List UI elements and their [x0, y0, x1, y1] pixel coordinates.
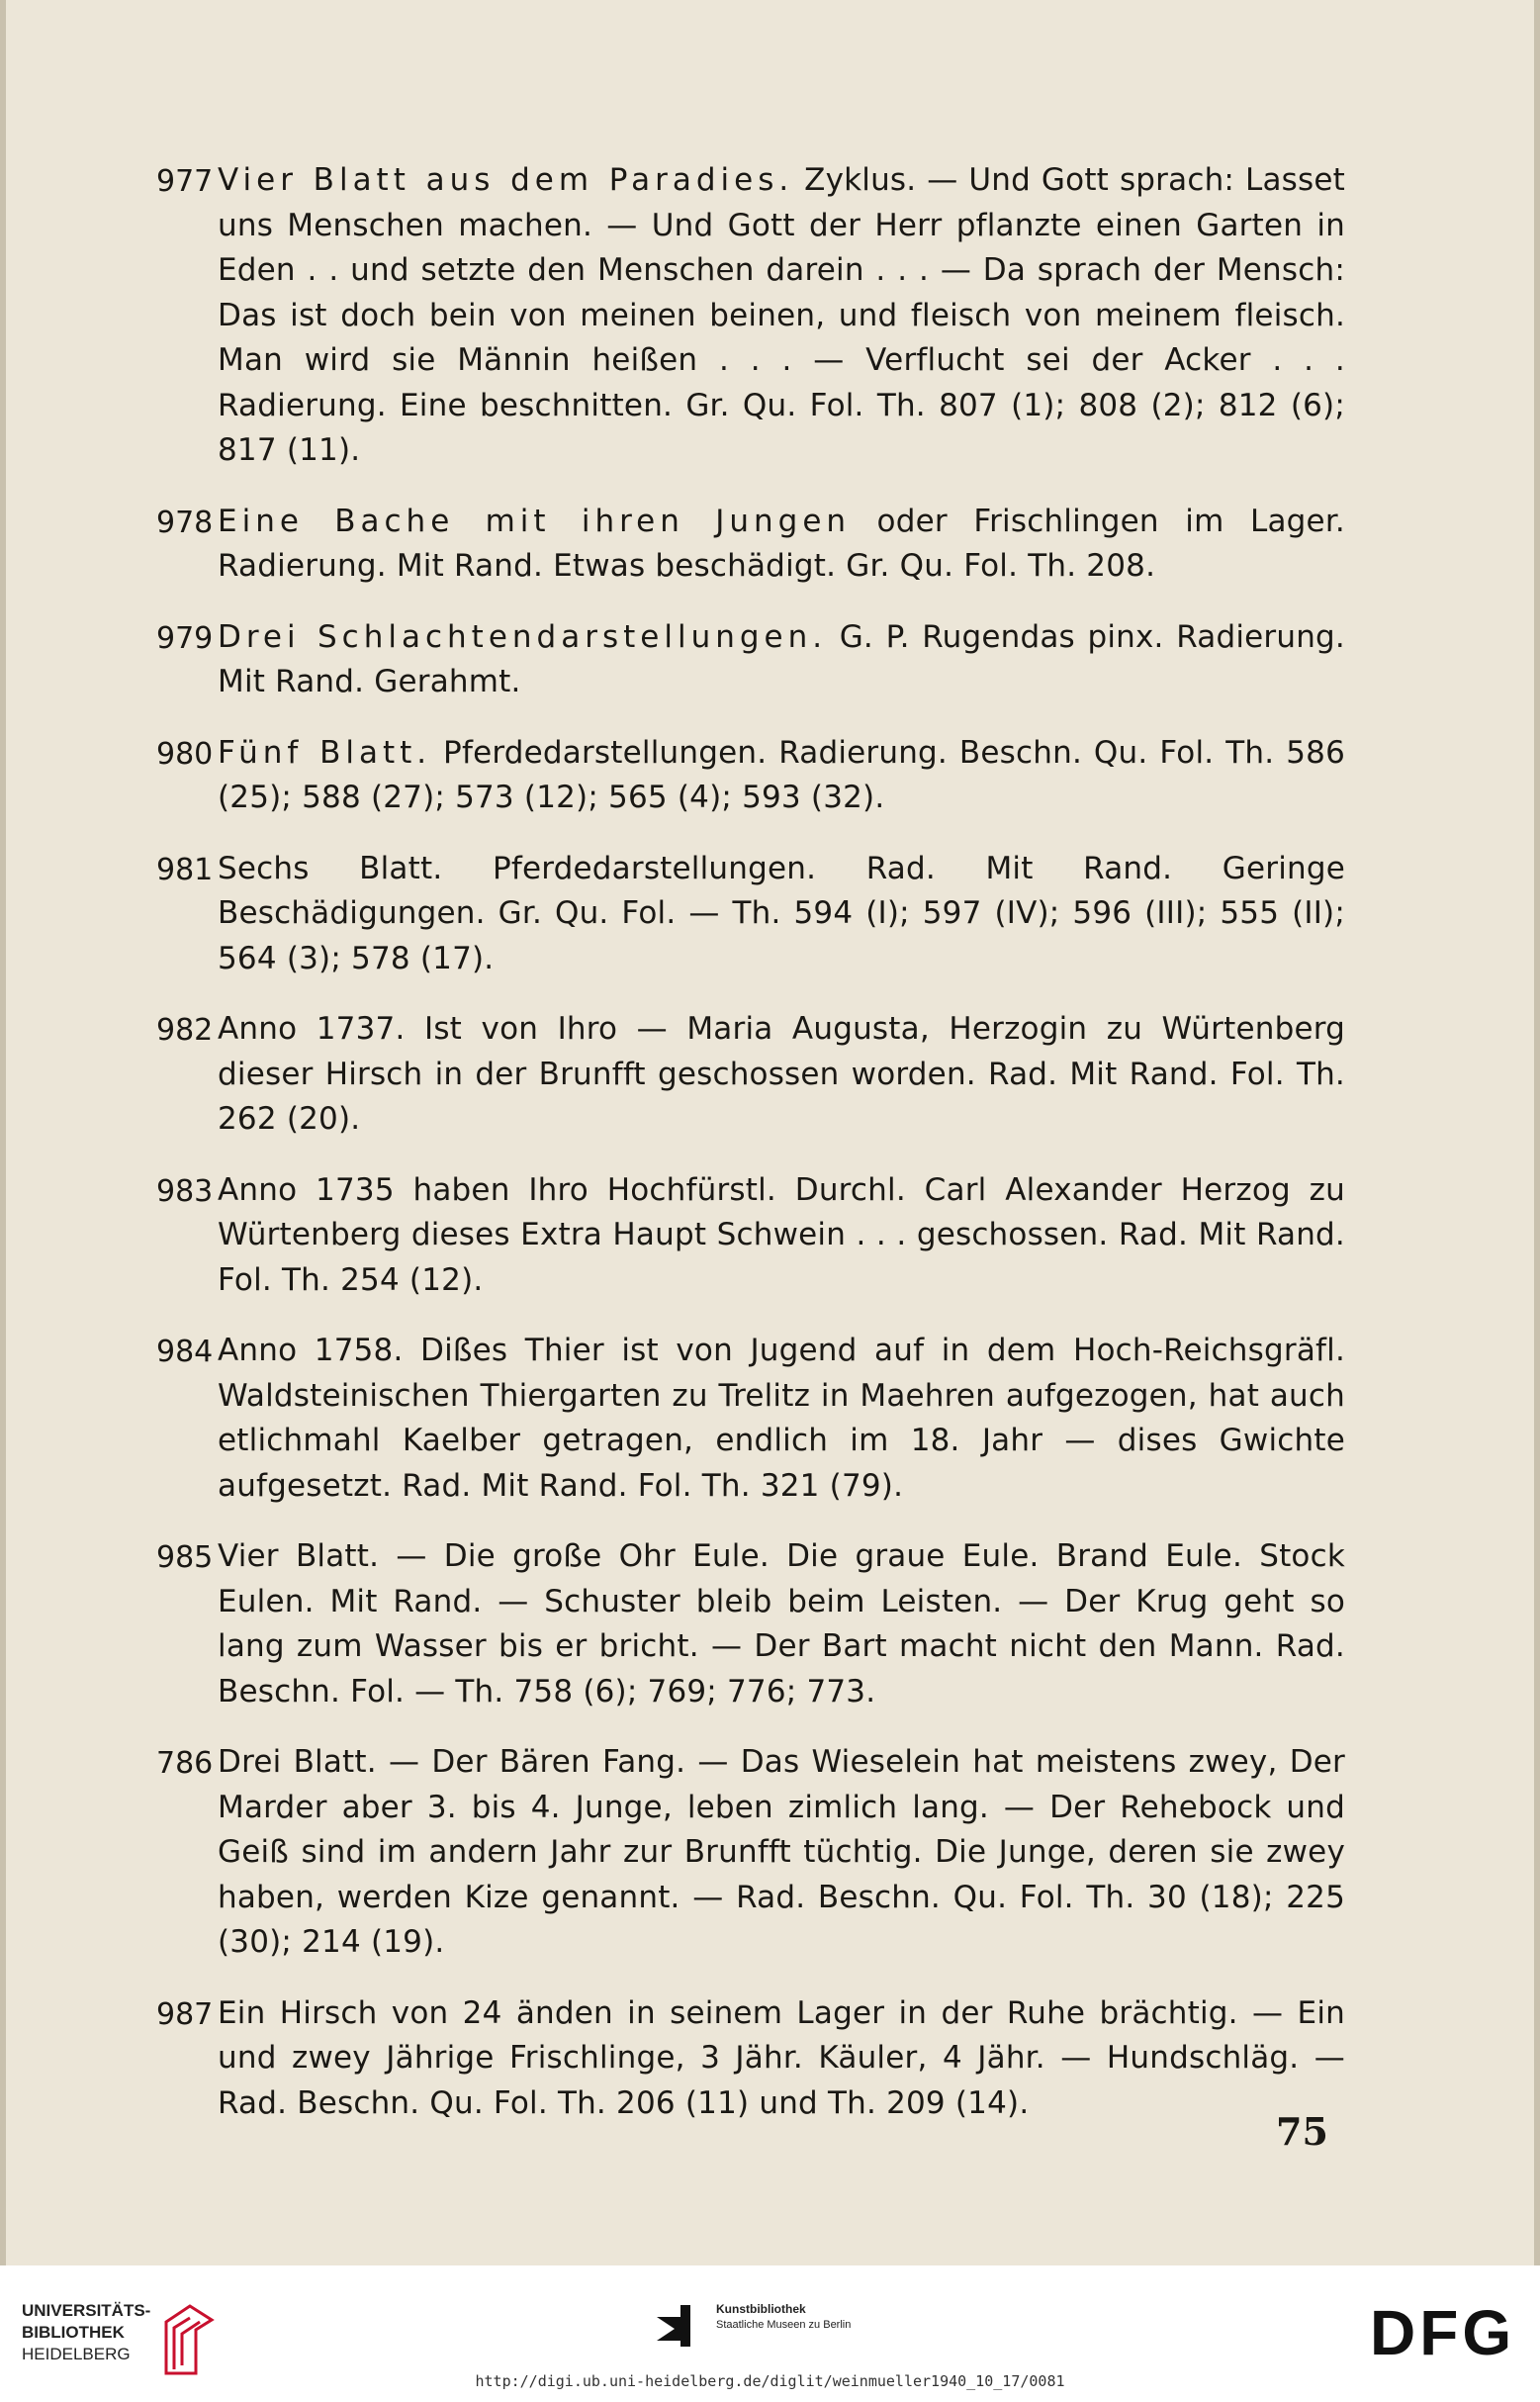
entry-title: Fünf Blatt. — [218, 734, 432, 771]
entry-number: 985 — [156, 1540, 214, 1575]
scan-edge-right — [1534, 0, 1540, 2265]
entry-number: 978 — [156, 505, 214, 540]
entry-number: 984 — [156, 1335, 214, 1369]
catalogue-entry-977 — [156, 158, 1345, 474]
catalogue-entry-982 — [156, 1007, 1345, 1143]
catalogue-entry-984 — [156, 1329, 1345, 1509]
catalogue-entry-985 — [156, 1534, 1345, 1714]
entry-description: Drei Blatt. — Der Bären Fang. — Das Wieselein hat meistens zwey, Der Marder aber 3. bis 4. Junge, leben zimlich lang. — Der Rehebock und Geiß sind im andern Jahr zur Brunfft tüchtig. Die Junge, deren sie zwey haben, werden Kize genannt. — Rad. Beschn. Qu. Fol. Th. 30 (18); 225 (30); 214 (19). — [218, 1744, 1345, 1960]
entry-description: oder Frischlingen im Lager. Radierung. Mit Rand. Etwas beschädigt. Gr. Qu. Fol. Th. 208. — [218, 503, 1345, 584]
entry-title: Sechs Blatt. — [218, 850, 443, 886]
catalogue-entry-979 — [156, 615, 1345, 705]
source-url-link[interactable]: http://digi.ub.uni-heidelberg.de/diglit/weinmueller1940_10_17/0081 — [475, 2372, 1065, 2390]
catalogue-entry-786 — [156, 1740, 1345, 1966]
entry-number: 979 — [156, 620, 214, 656]
entry-title: Drei Schlachtendarstellungen. — [218, 618, 828, 655]
entry-number: 982 — [156, 1013, 214, 1048]
catalogue-entry-978 — [156, 500, 1345, 590]
ub-logo-line-2: BIBLIOTHEK — [22, 2323, 125, 2342]
entry-number: 983 — [156, 1173, 214, 1209]
entry-number: 977 — [156, 164, 214, 199]
catalogue-entry-987 — [156, 1991, 1345, 2127]
kunstbibliothek-logo[interactable] — [657, 2297, 914, 2356]
catalogue-entry-981 — [156, 847, 1345, 982]
ub-emblem-icon — [160, 2300, 216, 2377]
entry-description: Pferdedarstellungen. Radierung. Beschn. Qu. Fol. Th. 586 (25); 588 (27); 573 (12); 565 (4); 593 (32). — [218, 734, 1345, 815]
catalogue-entries — [156, 158, 1345, 2152]
entry-description: Pferdedarstellungen. Rad. Mit Rand. Geringe Beschädigungen. Gr. Qu. Fol. — Th. 594 (I); 597 (IV); 596 (III); 555 (II); 564 (3); 578 (17). — [218, 850, 1345, 976]
entry-description: Zyklus. — Und Gott sprach: Lasset uns Menschen machen. — Und Gott der Herr pflanzte einen Garten in Eden . . und setzte den Menschen darein . . . — Da sprach der Mensch: Das ist doch bein von meinen beinen, und fleisch von meinem fleisch. Man wird sie Männin heißen . . . — Verflucht sei der Acker . . . Radierung. Eine beschnitten. Gr. Qu. Fol. Th. 807 (1); 808 (2); 812 (6); 817 (11). — [218, 162, 1345, 468]
page-number: 75 — [1276, 2109, 1328, 2154]
entry-title: Eine Bache mit ihren Jungen — [218, 503, 852, 539]
scan-edge-left — [0, 0, 6, 2265]
ub-logo-line-1: UNIVERSITÄTS- — [22, 2301, 151, 2320]
entry-description: Vier Blatt. — Die große Ohr Eule. Die graue Eule. Brand Eule. Stock Eulen. Mit Rand. — Schuster bleib beim Leisten. — Der Krug geht so lang zum Wasser bis er bricht. — Der Bart macht nicht den Mann. Rad. Beschn. Fol. — Th. 758 (6); 769; 776; 773. — [218, 1538, 1345, 1709]
ub-logo-line-3: HEIDELBERG — [22, 2345, 131, 2363]
entry-description: Anno 1737. Ist von Ihro — Maria Augusta, Herzogin zu Würtenberg dieser Hirsch in der Brunfft geschossen worden. Rad. Mit Rand. Fol. Th. 262 (20). — [218, 1011, 1345, 1137]
entry-description: Anno 1735 haben Ihro Hochfürstl. Durchl. Carl Alexander Herzog zu Würtenberg dieses Extra Haupt Schwein . . . geschossen. Rad. Mit Rand. Fol. Th. 254 (12). — [218, 1171, 1345, 1298]
entry-title: Vier Blatt aus dem Paradies. — [218, 162, 794, 198]
dfg-logo[interactable]: DFG — [1370, 2297, 1516, 2368]
catalogue-entry-983 — [156, 1168, 1345, 1304]
entry-number: 981 — [156, 852, 214, 887]
entry-number: 980 — [156, 736, 214, 772]
kunstbibliothek-subtitle: Staatliche Museen zu Berlin — [716, 2319, 852, 2331]
entry-number: 987 — [156, 1996, 214, 2032]
entry-number: 786 — [156, 1746, 214, 1781]
entry-description: Ein Hirsch von 24 änden in seinem Lager in der Ruhe brächtig. — Ein und zwey Jährige Frischlinge, 3 Jähr. Käuler, 4 Jähr. — Hundschläg. — Rad. Beschn. Qu. Fol. Th. 206 (11) und Th. 209 (14). — [218, 1994, 1345, 2121]
entry-description: Anno 1758. Dißes Thier ist von Jugend auf in dem Hoch-Reichsgräfl. Waldsteinischen Thiergarten zu Trelitz in Maehren aufgezogen, hat auch etlichmahl Kaelber getragen, endlich im 18. Jahr — dises Gwichte aufgesetzt. Rad. Mit Rand. Fol. Th. 321 (79). — [218, 1333, 1345, 1504]
kunstbibliothek-emblem-icon — [657, 2305, 704, 2347]
catalogue-entry-980 — [156, 731, 1345, 821]
entry-description: G. P. Rugendas pinx. Radierung. Mit Rand. Gerahmt. — [218, 618, 1345, 699]
kunstbibliothek-name: Kunstbibliothek — [716, 2302, 806, 2316]
